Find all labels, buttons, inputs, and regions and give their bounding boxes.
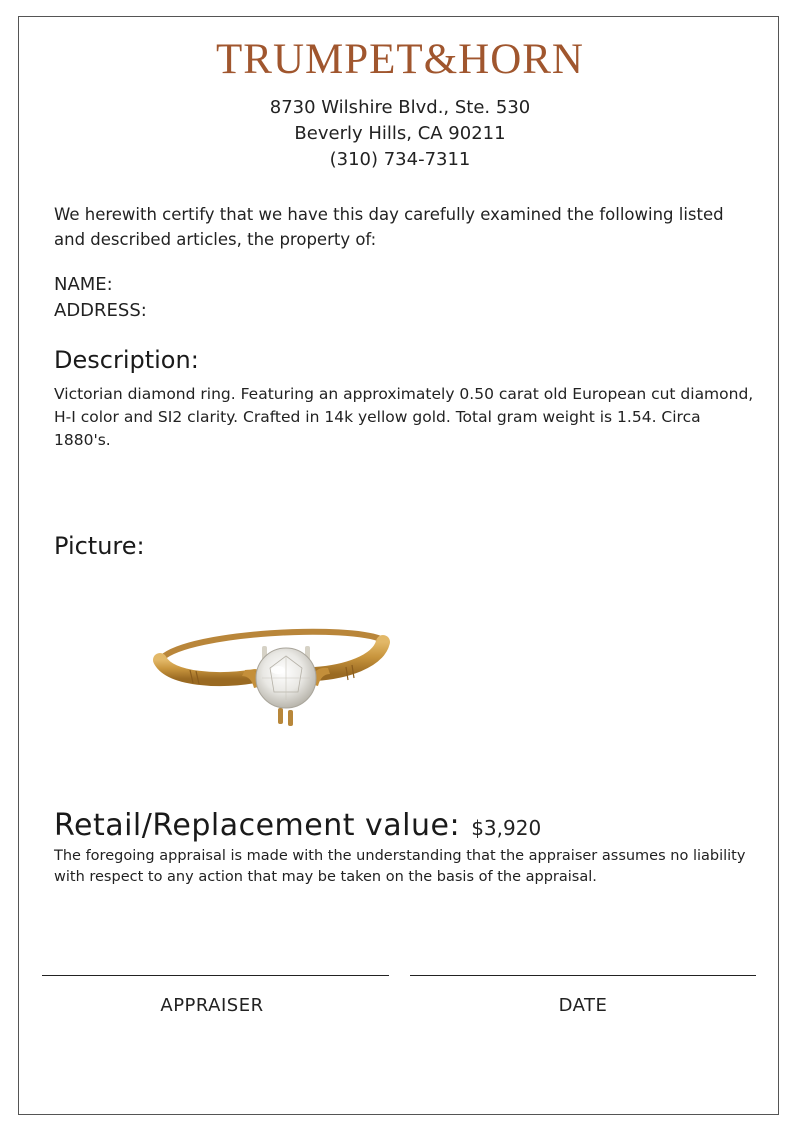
date-signature-line	[410, 975, 756, 976]
retail-value-label: Retail/Replacement value:	[54, 808, 461, 843]
description-heading: Description:	[54, 346, 199, 374]
ring-image	[150, 610, 395, 745]
retail-value	[54, 808, 541, 843]
appraiser-label: APPRAISER	[160, 995, 264, 1016]
address-field-label: ADDRESS:	[54, 300, 147, 321]
page-border	[18, 16, 779, 1115]
retail-value-amount: $3,920	[471, 816, 542, 840]
date-label: DATE	[558, 995, 608, 1016]
disclaimer-text: The foregoing appraisal is made with the understanding that the appraiser assumes no liability with respect to any action that may be taken on the basis of the appraisal.	[54, 848, 746, 885]
appraiser-signature-line	[42, 975, 389, 976]
certify-statement: We herewith certify that we have this day carefully examined the following listed and described articles, the property of:	[54, 205, 724, 249]
brand-logo: TRUMPET&HORN	[216, 36, 584, 83]
description-text: Victorian diamond ring. Featuring an approximately 0.50 carat old European cut diamond, H-I color and SI2 clarity. Crafted in 14k yellow gold. Total gram weight is 1.54. Circa 1880's.	[54, 385, 754, 449]
name-field-label: NAME:	[54, 274, 113, 295]
picture-heading: Picture:	[54, 532, 145, 560]
address-line-2: Beverly Hills, CA 90211	[294, 123, 506, 144]
phone-number: (310) 734-7311	[329, 149, 471, 170]
address-line-1: 8730 Wilshire Blvd., Ste. 530	[269, 97, 531, 118]
